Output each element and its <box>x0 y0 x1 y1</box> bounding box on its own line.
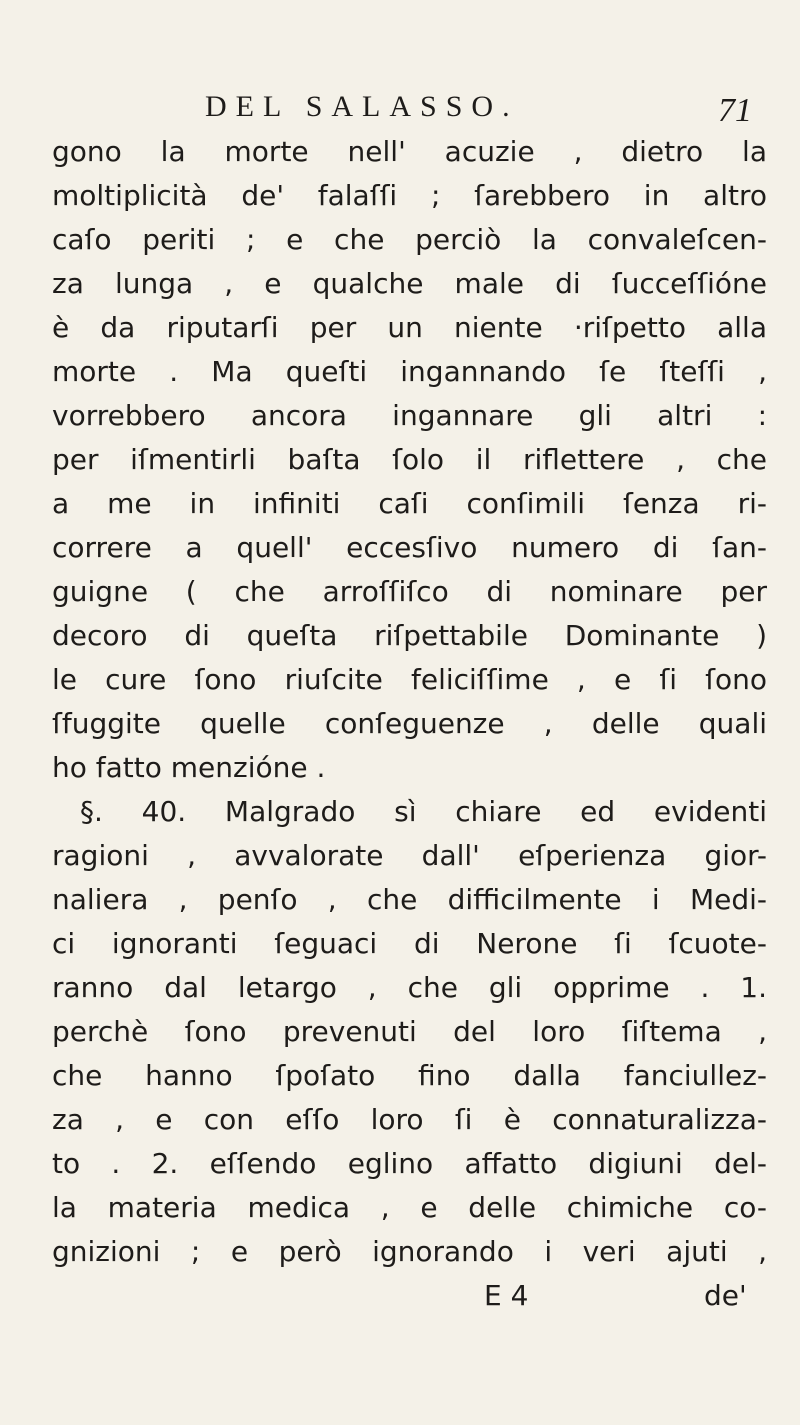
body-text <box>52 130 767 1318</box>
text-line: ragioni , avvalorate dall' eſperienza gior- <box>52 839 767 872</box>
text-line: a me in infiniti caſi conſimili ſenza ri- <box>52 487 767 520</box>
signature-line <box>52 1274 767 1318</box>
catchword: de' <box>704 1279 747 1312</box>
running-head: DEL SALASSO. <box>205 90 519 123</box>
text-line: gono la morte nell' acuzie , dietro la <box>52 135 767 168</box>
signature-mark: E 4 <box>484 1279 529 1312</box>
page-number: 71 <box>718 92 752 129</box>
text-line: caſo periti ; e che perciò la convaleſcen- <box>52 223 767 256</box>
text-line: la materia medica , e delle chimiche co- <box>52 1191 767 1224</box>
text-line: ſfuggite quelle conſeguenze , delle quali <box>52 707 767 740</box>
text-line: perchè ſono prevenuti del loro ſiſtema , <box>52 1015 767 1048</box>
text-line: za lunga , e qualche male di ſucceſſióne <box>52 267 767 300</box>
text-line: to . 2. eſſendo eglino affatto digiuni del- <box>52 1147 767 1180</box>
text-line: è da riputarſi per un niente ·riſpetto alla <box>52 311 767 344</box>
text-line: naliera , penſo , che difficilmente i Medi- <box>52 883 767 916</box>
text-line: per iſmentirli baſta ſolo il riflettere , che <box>52 443 767 476</box>
text-line: ranno dal letargo , che gli opprime . 1. <box>52 971 767 1004</box>
text-line: che hanno ſpoſato fino dalla fanciullez- <box>52 1059 767 1092</box>
text-line: gnizioni ; e però ignorando i veri ajuti , <box>52 1235 767 1268</box>
text-line: vorrebbero ancora ingannare gli altri : <box>52 399 767 432</box>
text-line: §. 40. Malgrado sì chiare ed evidenti <box>80 795 767 828</box>
text-line: ho fatto menzióne . <box>52 751 326 784</box>
text-line: za , e con eſſo loro ſi è connaturalizza- <box>52 1103 767 1136</box>
text-line: correre a quell' eccesſivo numero di ſan- <box>52 531 767 564</box>
text-line: ci ignoranti ſeguaci di Nerone ſi ſcuote- <box>52 927 767 960</box>
text-line: le cure ſono riuſcite feliciſſime , e ſi ſono <box>52 663 767 696</box>
text-line: moltiplicità de' falaſſi ; ſarebbero in altro <box>52 179 767 212</box>
text-line: decoro di queſta riſpettabile Dominante ) <box>52 619 767 652</box>
text-line: morte . Ma queſti ingannando ſe ſteſſi , <box>52 355 767 388</box>
text-line: guigne ( che arroſſiſco di nominare per <box>52 575 767 608</box>
